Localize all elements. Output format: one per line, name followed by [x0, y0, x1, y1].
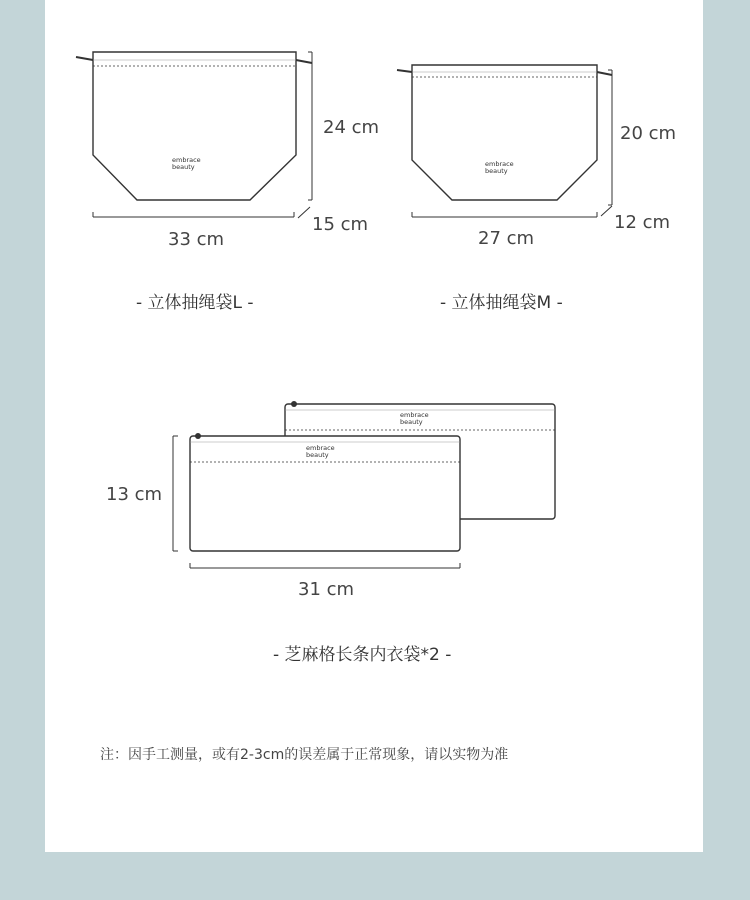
medium-width-dimension: [412, 212, 597, 217]
large-bag-logo-line1: embrace: [172, 156, 201, 164]
pouch-front-logo-line1: embrace: [306, 444, 335, 452]
pouch-caption: - 芝麻格长条内衣袋*2 -: [273, 645, 452, 665]
pouch-width-label: 31 cm: [298, 579, 355, 600]
medium-bag-logo-line2: beauty: [485, 167, 508, 175]
pouch-back-logo-line2: beauty: [400, 418, 423, 426]
large-width-dimension: [93, 212, 294, 217]
large-width-label: 33 cm: [168, 229, 225, 250]
large-depth-label: 15 cm: [312, 214, 369, 235]
pouch-back-logo-line1: embrace: [400, 411, 429, 419]
pouch-height-label: 13 cm: [106, 484, 163, 505]
medium-bag-caption: - 立体抽绳袋M -: [440, 293, 563, 313]
medium-width-label: 27 cm: [478, 228, 535, 249]
medium-bag-logo-line1: embrace: [485, 160, 514, 168]
medium-height-label: 20 cm: [620, 123, 677, 144]
large-bag-logo-line2: beauty: [172, 163, 195, 171]
medium-depth-label: 12 cm: [614, 212, 671, 233]
large-height-label: 24 cm: [323, 117, 380, 138]
pouch-front-logo-line2: beauty: [306, 451, 329, 459]
measurement-note: 注：因手工测量，或有2-3cm的误差属于正常现象，请以实物为准: [100, 747, 509, 763]
pouch-width-dimension: [190, 563, 460, 568]
medium-height-dimension: [608, 70, 612, 205]
medium-drawstring-bag: [397, 65, 612, 200]
medium-depth-dimension: [601, 206, 612, 216]
large-bag-caption: - 立体抽绳袋L -: [136, 293, 254, 313]
large-drawstring-bag: [76, 52, 312, 200]
large-depth-dimension: [298, 207, 310, 218]
pouch-height-dimension: [173, 436, 178, 551]
large-height-dimension: [308, 52, 312, 200]
